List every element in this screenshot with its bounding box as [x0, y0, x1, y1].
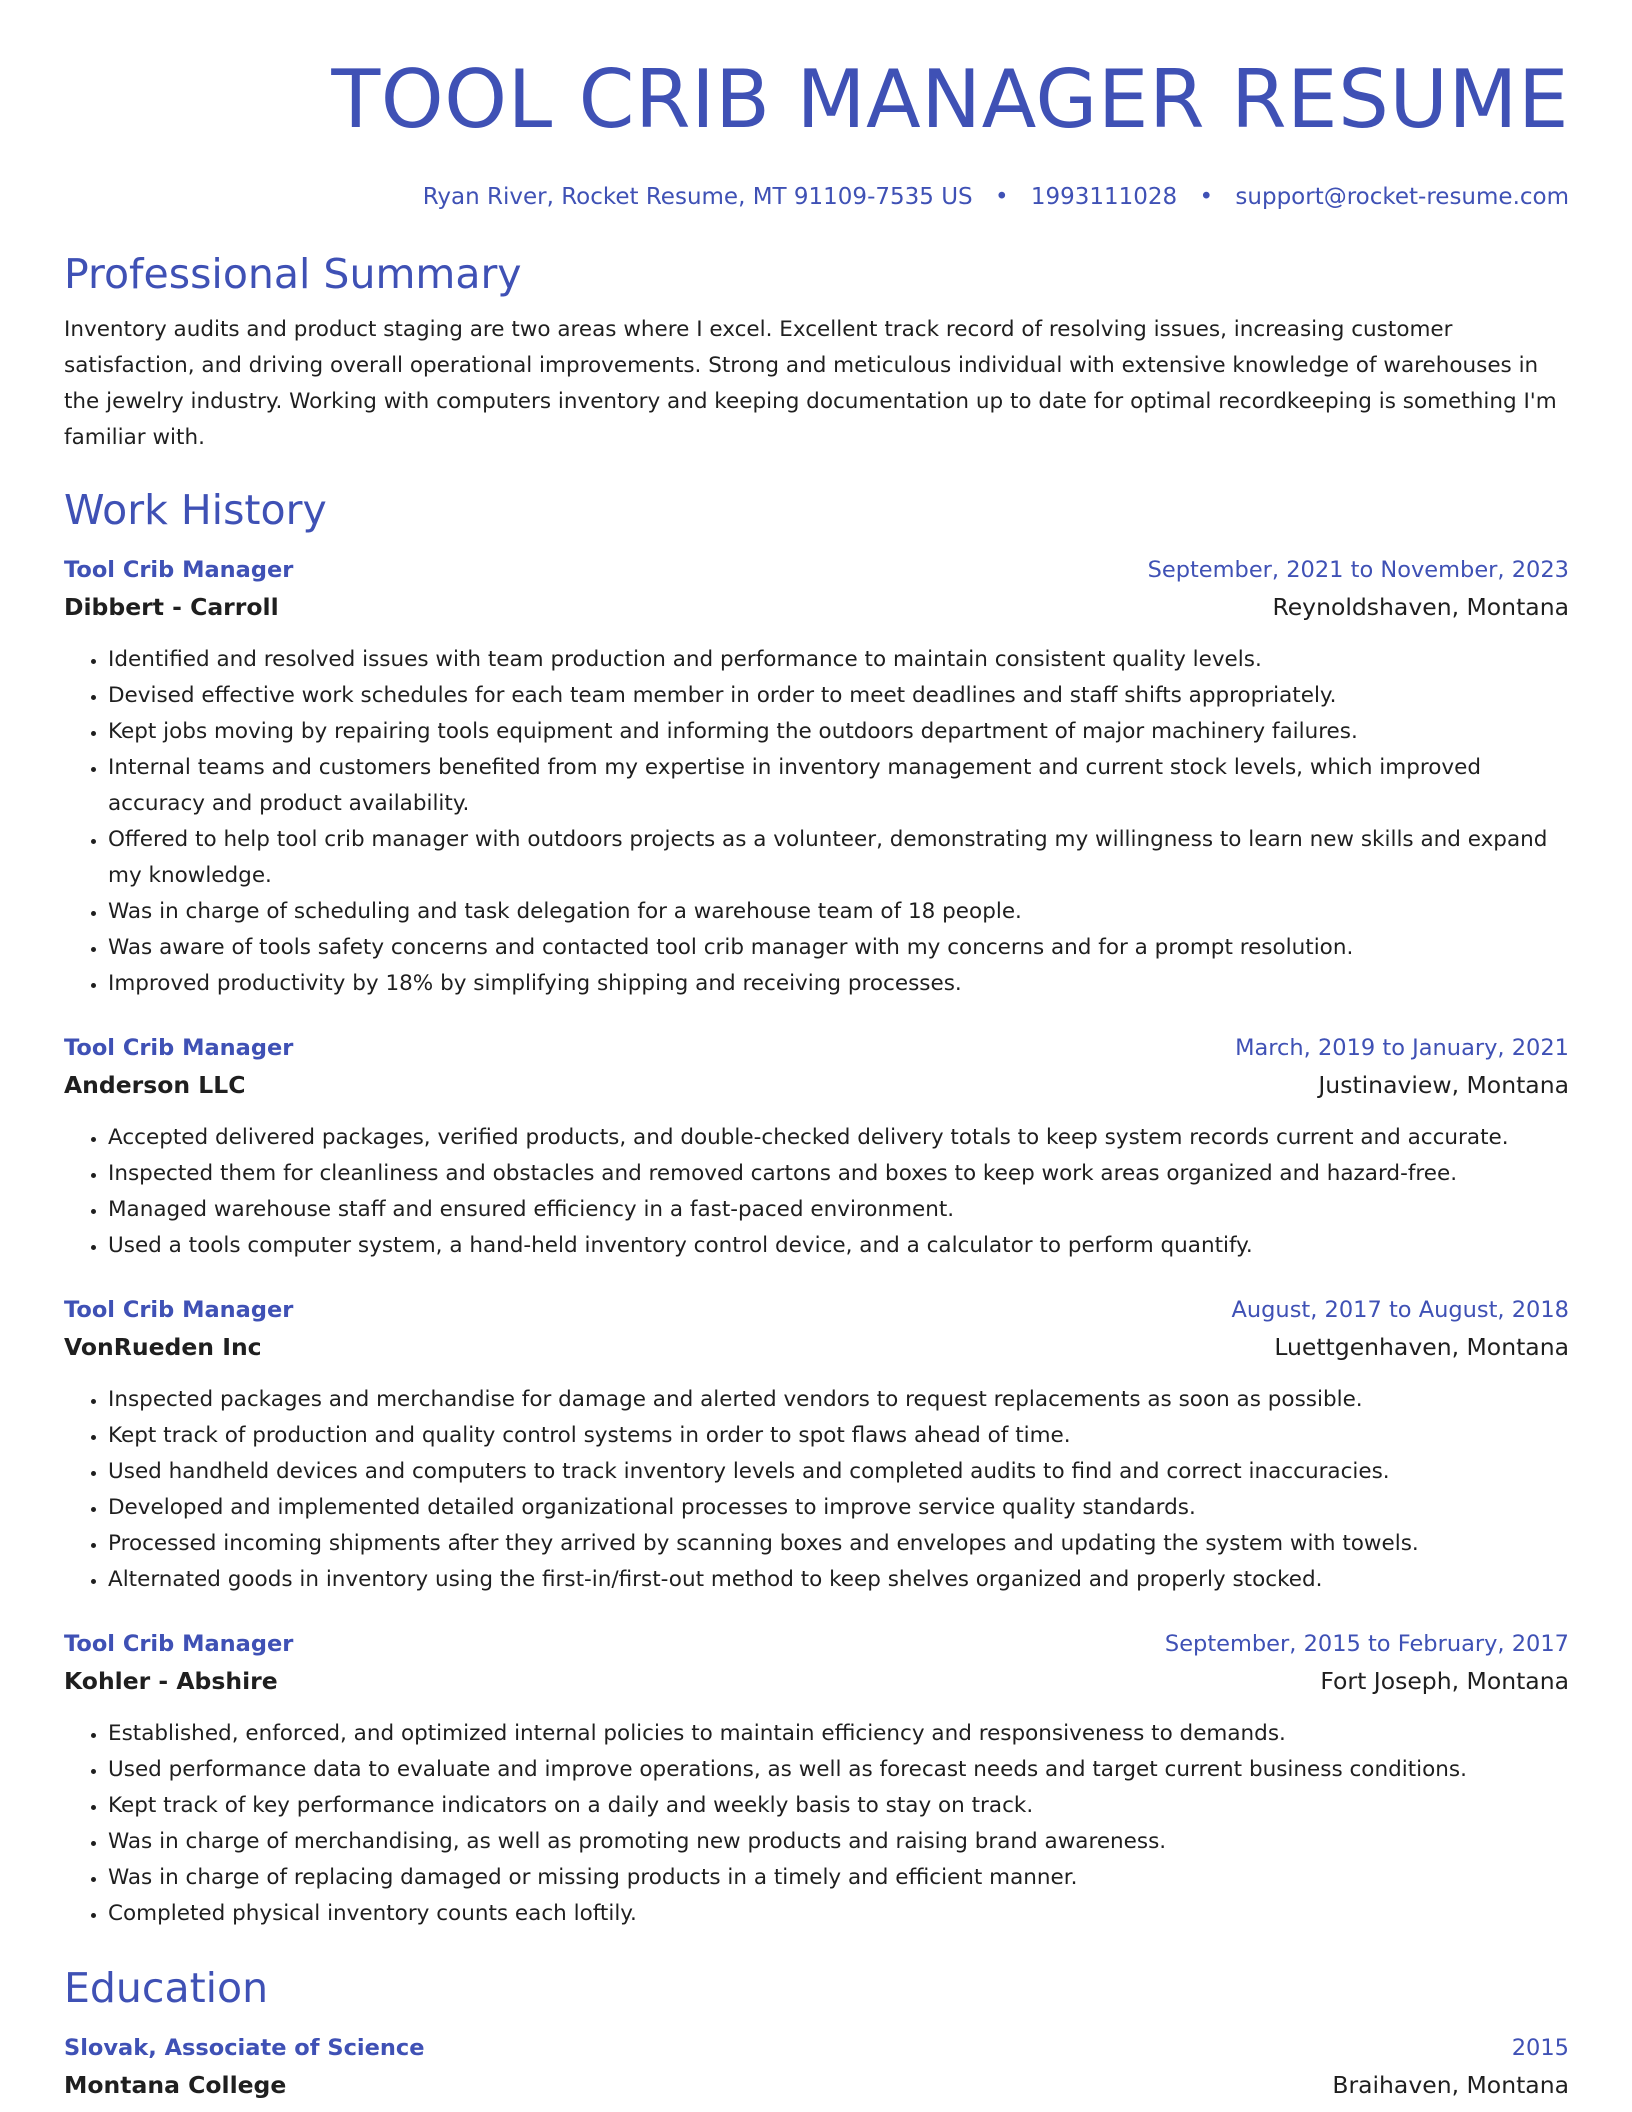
job-bullet: • Processed incoming shipments after they arrived by scanning boxes and envelopes and updating the system with towels. [108, 1526, 1569, 1562]
job-location: Justinaview, Montana [1318, 1071, 1569, 1099]
job-bullets [64, 1120, 1569, 1264]
job-dates: September, 2015 to February, 2017 [1164, 1631, 1569, 1657]
job-location: Reynoldshaven, Montana [1272, 593, 1569, 621]
job-bullets [64, 1382, 1569, 1598]
resume-title: TOOL CRIB MANAGER RESUME [331, 53, 1569, 146]
job-bullet: • Kept track of key performance indicators on a daily and weekly basis to stay on track. [108, 1788, 1569, 1824]
job-bullets [64, 642, 1569, 1002]
job-dates: March, 2019 to January, 2021 [1235, 1035, 1569, 1061]
job-entry [64, 1628, 1569, 1932]
job-entry [64, 554, 1569, 1002]
job-title: Tool Crib Manager [64, 1035, 294, 1061]
education-year: 2015 [1511, 2035, 1569, 2061]
contact-separator: • [994, 184, 1009, 210]
job-bullet: • Internal teams and customers benefited from my expertise in inventory management and current stock levels, which improved accuracy and product availability. [108, 750, 1569, 822]
job-bullet: • Identified and resolved issues with team production and performance to maintain consistent quality levels. [108, 642, 1569, 678]
job-entry [64, 1032, 1569, 1264]
job-bullet: • Developed and implemented detailed organizational processes to improve service quality standards. [108, 1490, 1569, 1526]
education-degree: Slovak, Associate of Science [64, 2035, 425, 2061]
education-school: Montana College [64, 2071, 287, 2099]
contact-phone: 1993111028 [1030, 184, 1178, 210]
job-title: Tool Crib Manager [64, 557, 294, 583]
education-entry [64, 2032, 1569, 2102]
job-bullet: • Was in charge of merchandising, as well as promoting new products and raising brand awareness. [108, 1824, 1569, 1860]
job-bullet: • Inspected packages and merchandise for damage and alerted vendors to request replacements as soon as possible. [108, 1382, 1569, 1418]
job-bullet: • Devised effective work schedules for each team member in order to meet deadlines and staff shifts appropriately. [108, 678, 1569, 714]
job-dates: August, 2017 to August, 2018 [1231, 1297, 1569, 1323]
contact-separator: • [1199, 184, 1214, 210]
contact-line [64, 182, 1569, 212]
job-company: Kohler - Abshire [64, 1667, 278, 1695]
job-title: Tool Crib Manager [64, 1297, 294, 1323]
job-bullets [64, 1716, 1569, 1932]
job-bullet: • Was in charge of replacing damaged or missing products in a timely and efficient manner. [108, 1860, 1569, 1896]
summary-text: Inventory audits and product staging are two areas where I excel. Excellent track record of resolving issues, increasing customer satisfaction, and driving overall operational improvements. Strong and meticulous individual with extensive knowledge of warehouses in the jewelry industry. Working with computers inventory and keeping documentation up to date for optimal recordkeeping is something I'm familiar with. [64, 317, 1557, 450]
job-company: Anderson LLC [64, 1071, 246, 1099]
job-bullet: • Used handheld devices and computers to track inventory levels and completed audits to find and correct inaccuracies. [108, 1454, 1569, 1490]
job-bullet: • Completed physical inventory counts each loftily. [108, 1896, 1569, 1932]
job-location: Fort Joseph, Montana [1320, 1667, 1569, 1695]
job-location: Luettgenhaven, Montana [1274, 1333, 1569, 1361]
job-bullet: • Alternated goods in inventory using the first-in/first-out method to keep shelves organized and properly stocked. [108, 1562, 1569, 1598]
job-bullet: • Used a tools computer system, a hand-held inventory control device, and a calculator to perform quantify. [108, 1228, 1569, 1264]
job-bullet: • Established, enforced, and optimized internal policies to maintain efficiency and responsiveness to demands. [108, 1716, 1569, 1752]
summary-heading: Professional Summary [64, 250, 522, 298]
job-entry [64, 1294, 1569, 1598]
job-bullet: • Improved productivity by 18% by simplifying shipping and receiving processes. [108, 966, 1569, 1002]
job-dates: September, 2021 to November, 2023 [1147, 557, 1569, 583]
job-title: Tool Crib Manager [64, 1631, 294, 1657]
job-bullet: • Inspected them for cleanliness and obstacles and removed cartons and boxes to keep work areas organized and hazard-free. [108, 1156, 1569, 1192]
job-bullet: • Used performance data to evaluate and improve operations, as well as forecast needs and target current business conditions. [108, 1752, 1569, 1788]
contact-email: support@rocket-resume.com [1235, 184, 1569, 210]
job-bullet: • Accepted delivered packages, verified products, and double-checked delivery totals to keep system records current and accurate. [108, 1120, 1569, 1156]
education-heading: Education [64, 1964, 269, 2012]
work-history-heading: Work History [64, 486, 327, 534]
job-bullet: • Kept track of production and quality control systems in order to spot flaws ahead of time. [108, 1418, 1569, 1454]
job-bullet: • Was in charge of scheduling and task delegation for a warehouse team of 18 people. [108, 894, 1569, 930]
job-company: Dibbert - Carroll [64, 593, 279, 621]
job-company: VonRueden Inc [64, 1333, 262, 1361]
job-bullet: • Kept jobs moving by repairing tools equipment and informing the outdoors department of major machinery failures. [108, 714, 1569, 750]
contact-address: Ryan River, Rocket Resume, MT 91109-7535 US [422, 184, 973, 210]
job-bullet: • Offered to help tool crib manager with outdoors projects as a volunteer, demonstrating my willingness to learn new skills and expand my knowledge. [108, 822, 1569, 894]
education-location: Braihaven, Montana [1332, 2071, 1569, 2099]
job-bullet: • Was aware of tools safety concerns and contacted tool crib manager with my concerns and for a prompt resolution. [108, 930, 1569, 966]
job-bullet: • Managed warehouse staff and ensured efficiency in a fast-paced environment. [108, 1192, 1569, 1228]
